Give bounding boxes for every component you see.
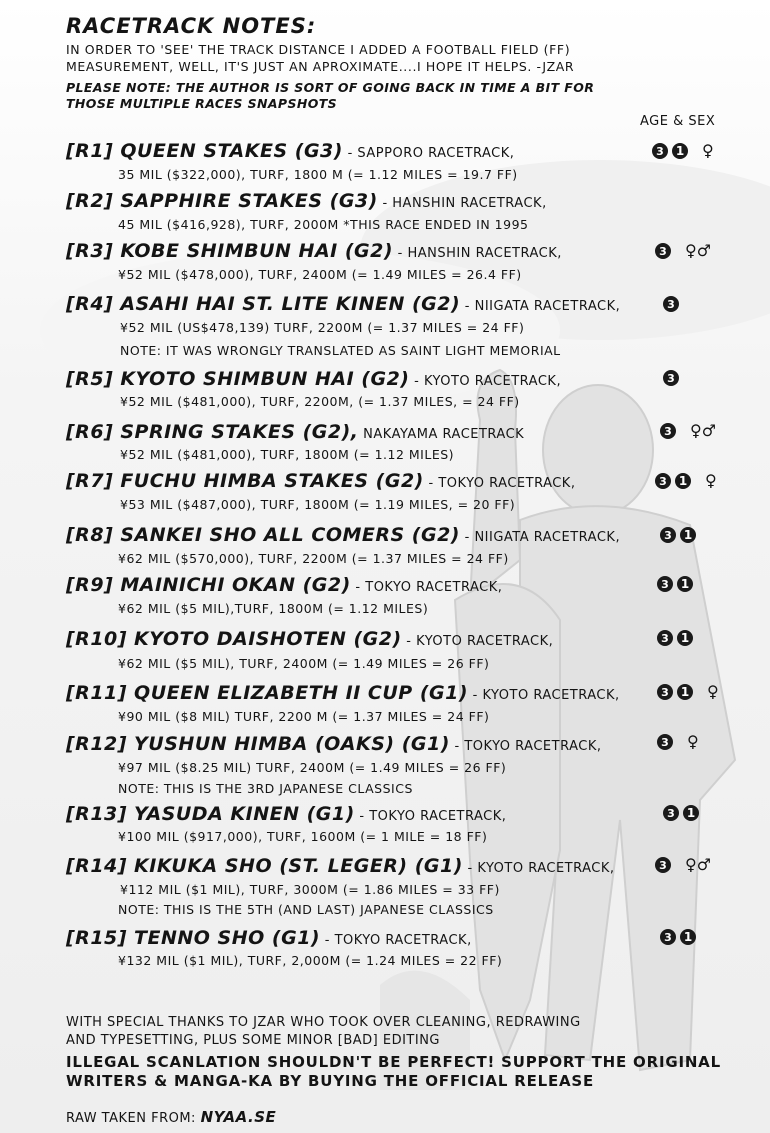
raw-label: RAW TAKEN FROM: — [66, 1111, 201, 1126]
age-3-icon: 3 — [657, 630, 673, 646]
race-detail-r4: ¥52 MIL (US$478,139) TURF, 2200M (= 1.37 MILES = 24 FF) — [120, 320, 525, 335]
race-title-r7 — [66, 470, 575, 492]
race-icons-r1 — [652, 143, 714, 159]
race-name: [R15] TENNO SHO (G1) — [66, 927, 321, 949]
race-location: - KYOTO RACETRACK, — [401, 634, 554, 649]
credits-line-2: AND TYPESETTING, PLUS SOME MINOR [BAD] EDITING — [66, 1033, 440, 1048]
age-3-icon: 3 — [663, 805, 679, 821]
race-name: [R1] QUEEN STAKES (G3) — [66, 140, 343, 162]
race-name: [R10] KYOTO DAISHOTEN (G2) — [66, 628, 402, 650]
race-title-r5 — [66, 368, 561, 390]
race-detail-r9: ¥62 MIL ($5 MIL),TURF, 1800M (= 1.12 MILES) — [118, 601, 429, 616]
race-title-r13 — [66, 803, 506, 825]
race-title-r11 — [66, 682, 620, 704]
sex-icon: ♀♂ — [685, 241, 712, 260]
race-location: - NIIGATA RACETRACK, — [460, 530, 621, 545]
colt-badge-icon: 1 — [680, 527, 696, 543]
race-name: [R4] ASAHI HAI ST. LITE KINEN (G2) — [66, 293, 461, 315]
race-detail-r12: ¥97 MIL ($8.25 MIL) TURF, 2400M (= 1.49 MILES = 26 FF) — [118, 760, 507, 775]
intro-line-1: IN ORDER TO 'SEE' THE TRACK DISTANCE I ADDED A FOOTBALL FIELD (FF) — [66, 42, 571, 57]
raw-source-line — [66, 1108, 276, 1126]
race-location: - TOKYO RACETRACK, — [449, 739, 602, 754]
race-location: - TOKYO RACETRACK, — [423, 476, 576, 491]
race-detail-r2: 45 MIL ($416,928), TURF, 2000M *THIS RACE ENDED IN 1995 — [118, 217, 529, 232]
race-title-r12 — [66, 733, 601, 755]
age-3-icon: 3 — [655, 857, 671, 873]
sex-icon: ♀♂ — [685, 855, 712, 874]
race-detail-r8: ¥62 MIL ($570,000), TURF, 2200M (= 1.37 MILES = 24 FF) — [118, 551, 509, 566]
race-location: - KYOTO RACETRACK, — [468, 688, 620, 703]
sex-icon: ♀ — [707, 682, 719, 701]
age-3-icon: 3 — [652, 143, 668, 159]
raw-source-link[interactable]: NYAA.SE — [200, 1108, 277, 1126]
race-detail-r1: 35 MIL ($322,000), TURF, 1800 M (= 1.12 MILES = 19.7 FF) — [118, 167, 518, 182]
race-location: - NIIGATA RACETRACK, — [460, 299, 621, 314]
race-location: - HANSHIN RACETRACK, — [377, 196, 547, 211]
sex-icon: ♀ — [702, 141, 714, 160]
race-icons-r10 — [657, 630, 693, 646]
colt-badge-icon: 1 — [677, 576, 693, 592]
race-icons-r12 — [657, 734, 699, 750]
race-detail-r11: ¥90 MIL ($8 MIL) TURF, 2200 M (= 1.37 MILES = 24 FF) — [118, 709, 490, 724]
race-location: NAKAYAMA RACETRACK — [358, 427, 525, 442]
race-icons-r6 — [660, 423, 716, 439]
race-detail-r14: ¥112 MIL ($1 MIL), TURF, 3000M (= 1.86 MILES = 33 FF) — [120, 882, 500, 897]
race-detail-r6: ¥52 MIL ($481,000), TURF, 1800M (= 1.12 MILES) — [120, 447, 455, 462]
race-title-r1 — [66, 140, 514, 162]
race-location: - TOKYO RACETRACK, — [354, 809, 507, 824]
support-line-2: WRITERS & MANGA-KA BY BUYING THE OFFICIAL RELEASE — [66, 1072, 595, 1090]
race-location: - TOKYO RACETRACK, — [350, 580, 503, 595]
race-name: [R12] YUSHUN HIMBA (OAKS) (G1) — [66, 733, 450, 755]
race-detail-r10: ¥62 MIL ($5 MIL), TURF, 2400M (= 1.49 MILES = 26 FF) — [118, 656, 490, 671]
age-3-icon: 3 — [660, 527, 676, 543]
page-title: RACETRACK NOTES: — [66, 14, 317, 38]
age-3-icon: 3 — [657, 734, 673, 750]
sex-icon: ♀ — [687, 732, 699, 751]
race-detail-r15: ¥132 MIL ($1 MIL), TURF, 2,000M (= 1.24 MILES = 22 FF) — [118, 953, 503, 968]
intro-line-2: MEASUREMENT, WELL, IT'S JUST AN APROXIMATE....I HOPE IT HELPS. -JZAR — [66, 59, 575, 74]
race-title-r9 — [66, 574, 502, 596]
age-3-icon: 3 — [655, 473, 671, 489]
race-location: - TOKYO RACETRACK, — [320, 933, 472, 948]
race-icons-r3 — [655, 243, 711, 259]
age-3-icon: 3 — [657, 576, 673, 592]
race-name: [R8] SANKEI SHO ALL COMERS (G2) — [66, 524, 460, 546]
race-name: [R9] MAINICHI OKAN (G2) — [66, 574, 351, 596]
race-name: [R11] QUEEN ELIZABETH II CUP (G1) — [66, 682, 469, 704]
race-note-r12: NOTE: THIS IS THE 3RD JAPANESE CLASSICS — [118, 781, 413, 796]
race-title-r3 — [66, 240, 562, 262]
age-3-icon: 3 — [663, 296, 679, 312]
credits-line-1: WITH SPECIAL THANKS TO JZAR WHO TOOK OVER CLEANING, REDRAWING — [66, 1015, 581, 1030]
age-3-icon: 3 — [660, 423, 676, 439]
race-name: [R3] KOBE SHIMBUN HAI (G2) — [66, 240, 394, 262]
race-name: [R2] SAPPHIRE STAKES (G3) — [66, 190, 378, 212]
race-icons-r15 — [660, 929, 696, 945]
sex-icon: ♀ — [705, 471, 717, 490]
age-sex-column-heading: AGE & SEX — [640, 114, 716, 129]
race-location: - SAPPORO RACETRACK, — [342, 146, 515, 161]
race-title-r8 — [66, 524, 620, 546]
race-title-r4 — [66, 293, 620, 315]
age-3-icon: 3 — [663, 370, 679, 386]
age-3-icon: 3 — [660, 929, 676, 945]
race-detail-r5: ¥52 MIL ($481,000), TURF, 2200M, (= 1.37 MILES, = 24 FF) — [120, 394, 520, 409]
race-detail-r7: ¥53 MIL ($487,000), TURF, 1800M (= 1.19 MILES, = 20 FF) — [120, 497, 516, 512]
colt-badge-icon: 1 — [683, 805, 699, 821]
race-title-r2 — [66, 190, 547, 212]
race-name: [R13] YASUDA KINEN (G1) — [66, 803, 355, 825]
race-location: - KYOTO RACETRACK, — [462, 861, 615, 876]
colt-badge-icon: 1 — [677, 630, 693, 646]
colt-badge-icon: 1 — [680, 929, 696, 945]
colt-badge-icon: 1 — [672, 143, 688, 159]
colt-badge-icon: 1 — [675, 473, 691, 489]
race-name: [R6] SPRING STAKES (G2), — [66, 421, 359, 443]
race-note-r4: NOTE: IT WAS WRONGLY TRANSLATED AS SAINT LIGHT MEMORIAL — [120, 343, 561, 358]
race-icons-r13 — [663, 805, 699, 821]
race-note-r14: NOTE: THIS IS THE 5TH (AND LAST) JAPANESE CLASSICS — [118, 902, 494, 917]
race-title-r15 — [66, 927, 472, 949]
support-line-1: ILLEGAL SCANLATION SHOULDN'T BE PERFECT! SUPPORT THE ORIGINAL — [66, 1053, 721, 1071]
race-detail-r13: ¥100 MIL ($917,000), TURF, 1600M (= 1 MILE = 18 FF) — [118, 829, 488, 844]
race-icons-r8 — [660, 527, 696, 543]
colt-badge-icon: 1 — [677, 684, 693, 700]
age-3-icon: 3 — [657, 684, 673, 700]
race-icons-r4 — [663, 296, 679, 312]
race-name: [R14] KIKUKA SHO (ST. LEGER) (G1) — [66, 855, 463, 877]
note-line-1: PLEASE NOTE: THE AUTHOR IS SORT OF GOING BACK IN TIME A BIT FOR — [66, 80, 595, 95]
race-icons-r5 — [663, 370, 679, 386]
race-title-r10 — [66, 628, 553, 650]
sex-icon: ♀♂ — [690, 421, 717, 440]
race-title-r14 — [66, 855, 615, 877]
race-title-r6 — [66, 421, 524, 443]
race-icons-r9 — [657, 576, 693, 592]
race-name: [R5] KYOTO SHIMBUN HAI (G2) — [66, 368, 410, 390]
race-icons-r14 — [655, 857, 711, 873]
race-location: - KYOTO RACETRACK, — [409, 374, 562, 389]
race-location: - HANSHIN RACETRACK, — [393, 246, 562, 261]
race-icons-r11 — [657, 684, 719, 700]
race-detail-r3: ¥52 MIL ($478,000), TURF, 2400M (= 1.49 MILES = 26.4 FF) — [118, 267, 522, 282]
race-name: [R7] FUCHU HIMBA STAKES (G2) — [66, 470, 424, 492]
age-3-icon: 3 — [655, 243, 671, 259]
race-icons-r7 — [655, 473, 717, 489]
note-line-2: THOSE MULTIPLE RACES SNAPSHOTS — [66, 96, 338, 111]
